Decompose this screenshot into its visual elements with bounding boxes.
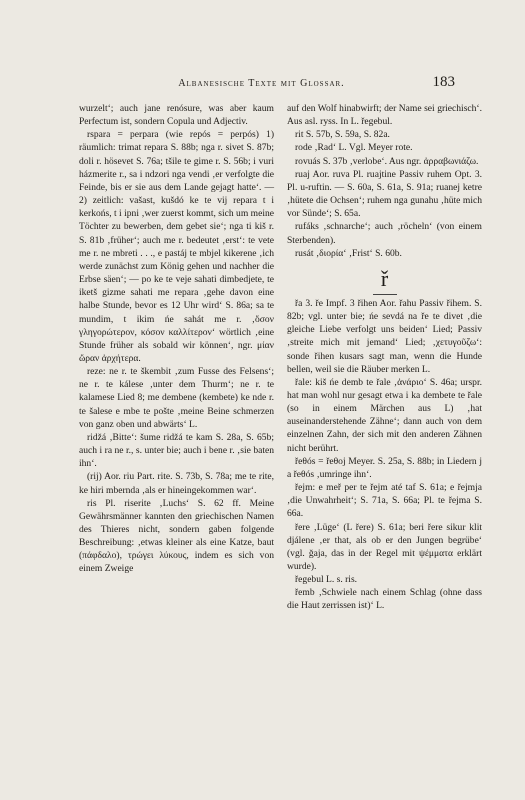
section-letter: ř xyxy=(380,265,389,291)
right-entry-0: auf den Wolf hinabwirft; der Name sei griechisch‘. Aus asl. ryss. In L. řegebul. xyxy=(287,103,482,128)
left-entry-3: ridžá ‚Bitte‘: šume ridžá te kam S. 28a, S. 65b; auch i ra ne r., s. unter bie; auch i bene r. ‚sie baten ihn‘. xyxy=(79,431,274,470)
left-entry-2: reze: ne r. te škembit ‚zum Fusse des Felsens‘; ne r. te kálese ‚unter dem Thurm‘; ne r. te kalamese Lied 8; me dembene (kembete) ke nde r. te šalese e mbe te pošte ‚meine Beine schmerzen von ganz oben und abwärts‘ L. xyxy=(79,366,274,430)
left-entry-4: (rij) Aor. riu Part. rite. S. 73b, S. 78a; me te rite, ke hiri mbernda ‚als er hineingekommen war‘. xyxy=(79,471,274,496)
left-entry-0: wurzelt‘; auch jane renósure, was aber kaum Perfectum ist, sondern Copula und Adjectiv. xyxy=(79,103,274,128)
right-entry-5: rufáks ‚schnarche‘; auch ‚röcheln‘ (von einem Sterbenden). xyxy=(287,221,482,246)
right-entry-3: rovuás S. 37b ‚verlobe‘. Aus ngr. ἀρραβωνιάζω. xyxy=(295,155,479,167)
section-rule xyxy=(373,294,397,295)
right-entry-4: ruaj Aor. ruva Pl. ruajtine Passiv ruhem Opt. 3. Pl. u-ruftin. — S. 60a, S. 61a, S. 91a; ruanej ketre ‚hütete die Ochsen‘; ruhem nga gunahu ‚hüte mich vor Sünde‘; S. 65a. xyxy=(287,168,482,220)
right-entry-12: řegebul L. s. ris. xyxy=(295,574,358,586)
page-number: 183 xyxy=(432,74,455,90)
right-entry-1: rit S. 57b, S. 59a, S. 82a. xyxy=(295,129,390,141)
right-entry-6: rusát ‚διορία‘ ‚Frist‘ S. 60b. xyxy=(295,247,402,259)
left-column xyxy=(79,102,274,576)
right-entry-11: řere ‚Lüge‘ (L řere) S. 61a; beri řere sikur klit djálene ‚er that, als ob er den Jungen begrübe‘ (vgl. ğaja, das in der Regel mit ψέμματα erklärt wurde). xyxy=(287,521,482,572)
left-entry-1: rspara = perpara (wie repós = perpós) 1) räumlich: trimat repara S. 88b; nga r. sivet S. 87b; doli r. hösevet S. 76a; tšile te gime r. S. 56b; i vuri házmerite r., sa i ndzori nga vendi ‚er verfolgte die Feinde, bis er sie aus dem Lande gejagt hatte‘. — 2) zeitlich: vašast, kušdó ke te vij repara t i kerkońs, t i ipni ‚wer zuerst kommt, sich um meine Töchter zu bewerben, dem gebet sie‘; nga ti kiš r. S. 81b ‚früher‘; auch me r. bedeutet ‚erst‘: te vete me r. ne mbreti . . ., e pastáj te mbjel kikerene ‚ich werde zunächst zum König gehen und nachher die Erbse säen‘; — po ke te veje sahati dimbedjete, te iketš gizme sahati me repara ‚gehe davon eine halbe Stunde, bevor es 12 Uhr wird‘ S. 86a; sa te mundim, t ikim ńe sahát me r. ‚ὅσον γληγορώτερον, κόσον καλλίτερον‘ wörtlich ‚eine Stunde früher als sobald wir können‘, ngr. μίαν ὥραν ἀρχήτερα. xyxy=(79,129,274,364)
right-entry-10: řejm: e meř per te řejm até taf S. 61a; e řejmja ‚die Unwahrheit‘; S. 71a, S. 66a; Pl. te řejma S. 66a. xyxy=(287,482,482,520)
right-entry-7: řa 3. ře Impf. 3 řihen Aor. řahu Passiv řihem. S. 82b; vgl. unter bie; ńe sevdá na ře te divet ‚die gleiche Liebe verfolgt uns beiden‘ Lied; Passiv ‚streite mich mit jemand‘ Lied; ‚χετυγοῦζω‘: sonde řihen kusars sagt man, wenn die Hunde bellen, weil sie die Räuber merken L. xyxy=(287,297,482,375)
right-entry-9: řeθós = řeθoj Meyer. S. 25a, S. 88b; in Liedern j a řeθós ‚umringe ihn‘. xyxy=(287,455,482,480)
left-entry-5: ris Pl. riserite ‚Luchs‘ S. 62 ff. Meine Gewährsmänner kannten den griechischen Namen des Thieres nicht, sondern gaben folgende Beschreibung: ‚etwas kleiner als eine Katze, baut (πάφδαλο), τρώγει λύκους, indem es sich von einem Zweige xyxy=(79,497,274,575)
header-title: Albanesische Texte mit Glossar. xyxy=(178,78,345,89)
right-entry-2: rode ‚Rad‘ L. Vgl. Meyer rote. xyxy=(295,142,413,154)
right-column xyxy=(287,102,482,613)
running-header xyxy=(68,74,455,94)
right-entry-13: řemb ‚Schwiele nach einem Schlag (ohne dass die Haut zerrissen ist)‘ L. xyxy=(287,587,482,612)
right-entry-8: řale: kiš ńe demb te řale ‚ἀνάριο‘ S. 46a; urspr. hat man wohl nur gesagt etwa i ka dembete te řale (so in einem Märchen aus L) ‚hat auseinanderstehende Zähne‘; dann auch von dem einzelnen Zahn, der sich mit den anderen Zähnen nicht berührt. xyxy=(287,376,482,454)
